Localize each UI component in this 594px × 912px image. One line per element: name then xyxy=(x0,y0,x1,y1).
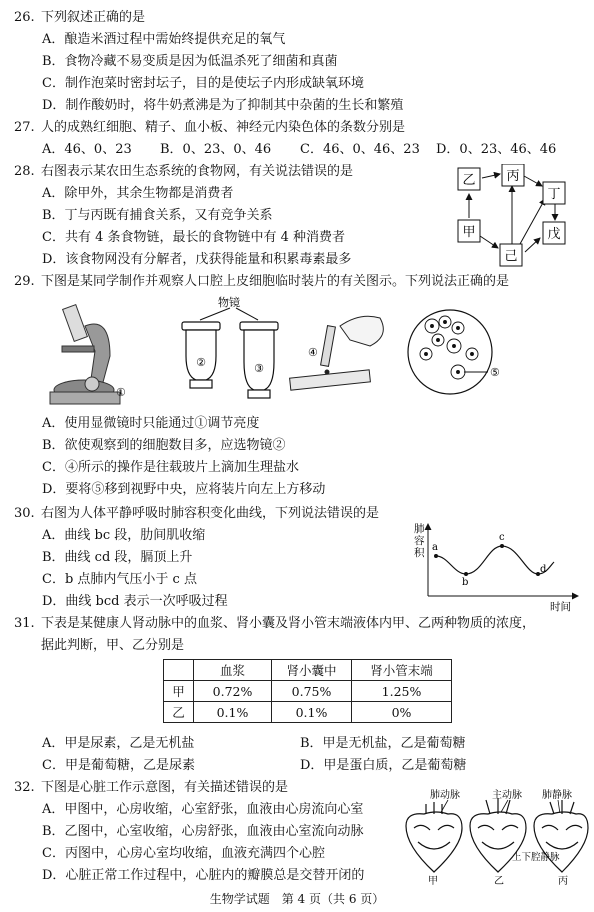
option-a: A．酿造米酒过程中需始终提供充足的氧气 xyxy=(42,32,286,47)
table-cell: 甲 xyxy=(164,681,194,702)
x-axis-label: 时间 xyxy=(550,601,571,612)
question-number: 31. xyxy=(14,616,35,631)
node-yi: 乙 xyxy=(462,173,476,188)
food-web-diagram xyxy=(450,164,580,269)
svg-text:容: 容 xyxy=(414,535,425,547)
label-heart-bing: 丙 xyxy=(558,876,568,887)
label-1: ① xyxy=(116,386,126,399)
question-stem: 人的成熟红细胞、精子、血小板、神经元内染色体的条数分别是 xyxy=(41,120,406,135)
question-32 xyxy=(14,778,288,797)
objective-lens-long xyxy=(240,322,278,398)
table-row xyxy=(164,702,452,723)
microscope-figure xyxy=(40,296,500,412)
label-4: ④ xyxy=(308,346,318,359)
objective-lens-short xyxy=(182,322,220,388)
option-b: B．曲线 cd 段，膈顶上升 xyxy=(42,550,193,565)
option-a: A．曲线 bc 段，肋间肌收缩 xyxy=(42,528,206,543)
table-row xyxy=(164,681,452,702)
label-3: ③ xyxy=(254,362,264,375)
table-cell: 0.1% xyxy=(194,702,272,723)
microscope-icon xyxy=(50,305,120,404)
page-footer: 生物学试题 第 4 页（共 6 页） xyxy=(209,892,385,906)
label-aorta: 主动脉 xyxy=(492,790,522,801)
node-ding: 丁 xyxy=(547,187,561,202)
heart-diagram xyxy=(400,786,590,888)
table-cell: 乙 xyxy=(164,702,194,723)
lung-volume-graph xyxy=(410,520,590,612)
question-number: 30. xyxy=(14,506,35,521)
label-heart-jia: 甲 xyxy=(428,876,438,887)
table-cell: 0.1% xyxy=(272,702,352,723)
table-header-cell xyxy=(164,660,194,681)
heart-jia xyxy=(406,802,462,872)
concentration-table xyxy=(163,659,452,723)
svg-text:肺: 肺 xyxy=(414,523,425,535)
question-stem: 下图是心脏工作示意图，有关描述错误的是 xyxy=(41,780,289,795)
question-stem: 右图表示某农田生态系统的食物网，有关说法错误的是 xyxy=(41,164,354,179)
question-27 xyxy=(14,118,405,137)
option-a: A．使用显微镜时只能通过①调节亮度 xyxy=(42,416,260,431)
question-31 xyxy=(14,614,535,633)
svg-text:积: 积 xyxy=(414,547,425,559)
question-number: 29. xyxy=(14,274,35,289)
option-b: B．丁与丙既有捕食关系，又有竞争关系 xyxy=(42,208,273,223)
option-d: D．制作酸奶时，将牛奶煮沸是为了抑制其中杂菌的生长和繁殖 xyxy=(42,98,404,113)
question-31-stem-cont: 据此判断，甲、乙分别是 xyxy=(41,638,185,653)
option-d: D．曲线 bcd 表示一次呼吸过程 xyxy=(42,594,228,609)
option-d: D．0、23、46、46 xyxy=(436,142,557,157)
volume-curve xyxy=(436,546,554,574)
question-number: 26. xyxy=(14,10,35,25)
option-c: C．共有 4 条食物链，最长的食物链中有 4 种消费者 xyxy=(42,230,346,245)
question-28 xyxy=(14,162,353,181)
question-26 xyxy=(14,8,145,27)
option-c: C．b 点肺内气压小于 c 点 xyxy=(42,572,197,587)
question-stem: 下图是某同学制作并观察人口腔上皮细胞临时装片的有关图示。下列说法正确的是 xyxy=(41,274,510,289)
label-pulmonary-vein: 肺静脉 xyxy=(542,790,572,801)
question-stem: 下表是某健康人肾动脉中的血浆、肾小囊及肾小管末端液体内甲、乙两种物质的浓度， xyxy=(41,616,536,631)
option-b: B．食物冷藏不易变质是因为低温杀死了细菌和真菌 xyxy=(42,54,338,69)
option-d: D．心脏正常工作过程中，心脏内的瓣膜总是交替开闭的 xyxy=(42,868,365,883)
option-b: B．欲使观察到的细胞数目多，应选物镜② xyxy=(42,438,286,453)
node-ji: 己 xyxy=(504,249,518,264)
option-a: A．甲是尿素，乙是无机盐 xyxy=(42,736,195,751)
question-stem: 右图为人体平静呼吸时肺容积变化曲线，下列说法错误的是 xyxy=(41,506,380,521)
question-stem: 下列叙述正确的是 xyxy=(41,10,146,25)
label-5: ⑤ xyxy=(490,366,500,379)
table-header-row xyxy=(164,660,452,681)
table-cell: 0.75% xyxy=(272,681,352,702)
option-d: D．甲是蛋白质，乙是葡萄糖 xyxy=(300,758,467,773)
option-c: C．制作泡菜时密封坛子，目的是使坛子内形成缺氧环境 xyxy=(42,76,364,91)
label-heart-yi: 乙 xyxy=(494,876,504,887)
option-d: D．该食物网没有分解者，戊获得能量和积累毒素最多 xyxy=(42,252,352,267)
point-b: b xyxy=(462,577,469,588)
label-pulmonary-artery: 肺动脉 xyxy=(430,790,460,801)
point-c: c xyxy=(499,532,505,543)
table-header-cell: 肾小囊中 xyxy=(272,660,352,681)
question-number: 27. xyxy=(14,120,35,135)
option-c: C．④所示的操作是往载玻片上滴加生理盐水 xyxy=(42,460,299,475)
table-cell: 0.72% xyxy=(194,681,272,702)
table-header-cell: 血浆 xyxy=(194,660,272,681)
option-b: B．0、23、0、46 xyxy=(160,142,272,157)
option-a: A．除甲外，其余生物都是消费者 xyxy=(42,186,234,201)
node-jia: 甲 xyxy=(462,225,476,240)
option-b: B．甲是无机盐，乙是葡萄糖 xyxy=(300,736,466,751)
option-a: A．46、0、23 xyxy=(42,142,132,157)
question-number: 28. xyxy=(14,164,35,179)
point-a: a xyxy=(432,542,438,553)
table-header-cell: 肾小管末端 xyxy=(352,660,452,681)
option-b: B．乙图中，心室收缩，心房舒张，血液由心室流向动脉 xyxy=(42,824,364,839)
point-d: d xyxy=(540,564,547,575)
label-vena-cava: 上下腔静脉 xyxy=(512,852,560,863)
table-cell: 1.25% xyxy=(352,681,452,702)
option-d: D．要将⑤移到视野中央，应将装片向左上方移动 xyxy=(42,482,326,497)
option-c: C．甲是葡萄糖，乙是尿素 xyxy=(42,758,195,773)
table-cell: 0% xyxy=(352,702,452,723)
question-29 xyxy=(14,272,509,291)
dropper-icon xyxy=(290,316,384,390)
y-axis-label xyxy=(414,522,425,559)
options-row xyxy=(42,140,556,159)
node-bing: 丙 xyxy=(506,169,520,184)
node-wu: 戊 xyxy=(547,227,561,242)
question-30 xyxy=(14,504,379,523)
label-objective: 物镜 xyxy=(218,296,240,309)
label-2: ② xyxy=(196,356,206,369)
option-c: C．46、0、46、23 xyxy=(300,142,420,157)
option-a: A．甲图中，心房收缩，心室舒张，血液由心房流向心室 xyxy=(42,802,364,817)
option-c: C．丙图中，心房心室均收缩，血液充满四个心腔 xyxy=(42,846,325,861)
question-number: 32. xyxy=(14,780,35,795)
